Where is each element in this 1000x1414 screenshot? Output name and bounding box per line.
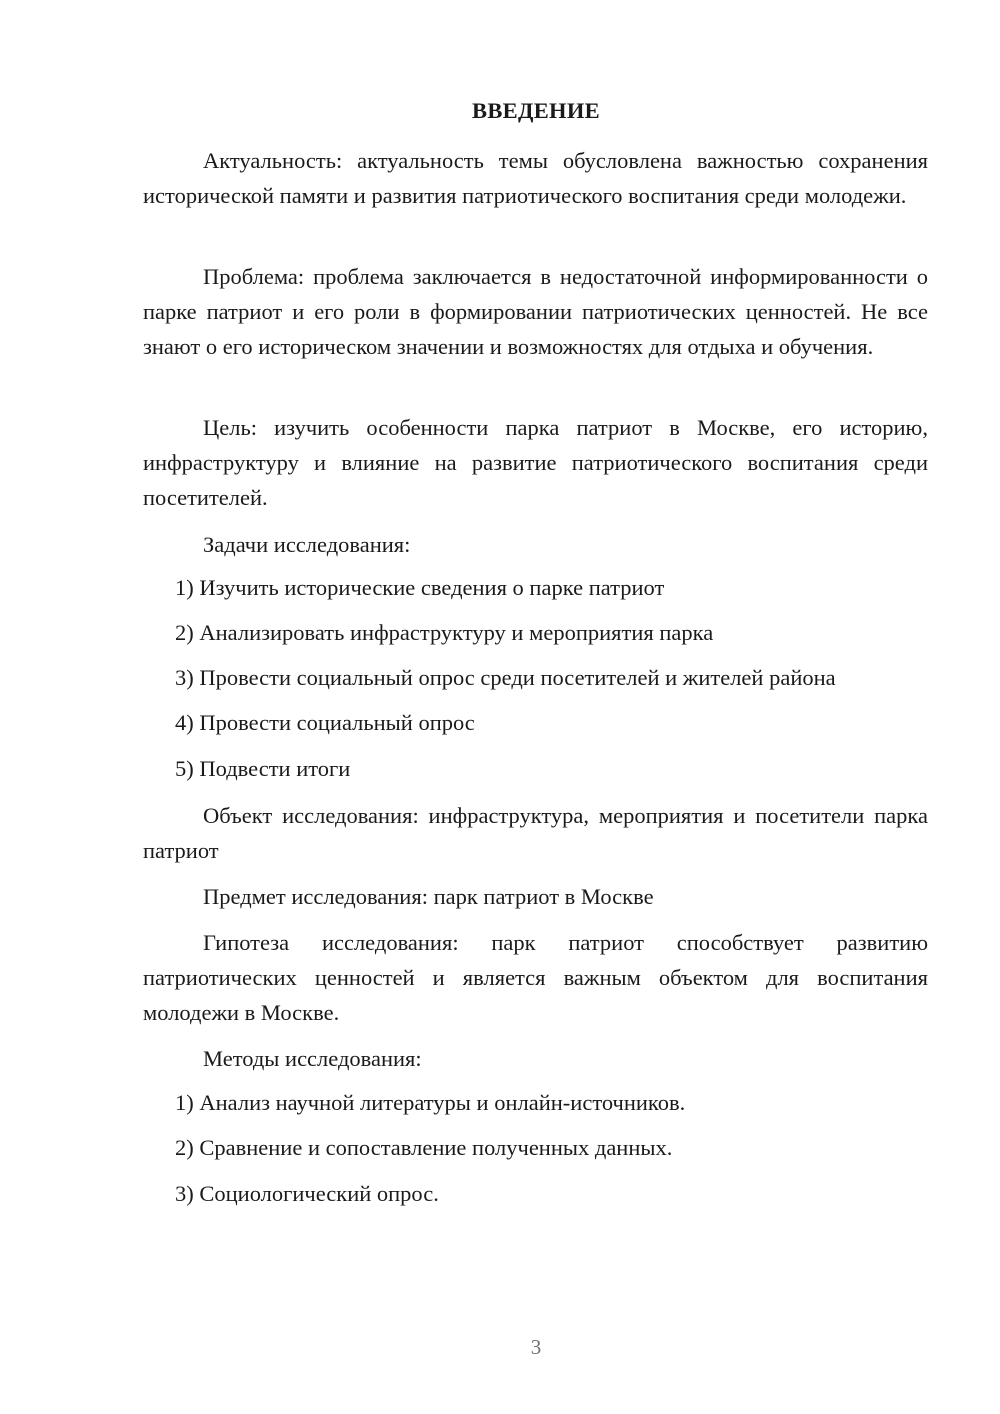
tasks-title: Задачи исследования: bbox=[203, 532, 411, 557]
task-item-4: 4) Провести социальный опрос bbox=[175, 710, 475, 735]
problem-paragraph: Проблема: проблема заключается в недостаточной информированности о парке патриот и его роли в формировании патриотических ценностей. Не все знают о его историческом значении и возможностях для отдыха и обучения. bbox=[143, 264, 928, 359]
subject-paragraph: Предмет исследования: парк патриот в Москве bbox=[203, 884, 654, 909]
relevance-paragraph: Актуальность: актуальность темы обусловлена важностью сохранения исторической памяти и развития патриотического воспитания среди молодежи. bbox=[143, 148, 928, 208]
section-heading: ВВЕДЕНИЕ bbox=[472, 98, 600, 123]
task-item-3: 3) Провести социальный опрос среди посетителей и жителей района bbox=[175, 665, 836, 690]
task-item-1: 1) Изучить исторические сведения о парке патриот bbox=[175, 575, 665, 600]
method-item-2: 2) Сравнение и сопоставление полученных данных. bbox=[175, 1135, 673, 1160]
method-item-3: 3) Социологический опрос. bbox=[175, 1181, 439, 1206]
hypothesis-paragraph: Гипотеза исследования: парк патриот способствует развитию патриотических ценностей и является важным объектом для воспитания молодежи в Москве. bbox=[143, 930, 928, 1025]
task-item-2: 2) Анализировать инфраструктуру и мероприятия парка bbox=[175, 620, 714, 645]
methods-title: Методы исследования: bbox=[203, 1046, 422, 1071]
task-item-5: 5) Подвести итоги bbox=[175, 756, 351, 781]
page-number: 3 bbox=[530, 1335, 542, 1359]
method-item-1: 1) Анализ научной литературы и онлайн-источников. bbox=[175, 1090, 686, 1115]
goal-paragraph: Цель: изучить особенности парка патриот в Москве, его историю, инфраструктуру и влияние на развитие патриотического воспитания среди посетителей. bbox=[143, 415, 928, 510]
object-paragraph: Объект исследования: инфраструктура, мероприятия и посетители парка патриот bbox=[143, 803, 928, 863]
